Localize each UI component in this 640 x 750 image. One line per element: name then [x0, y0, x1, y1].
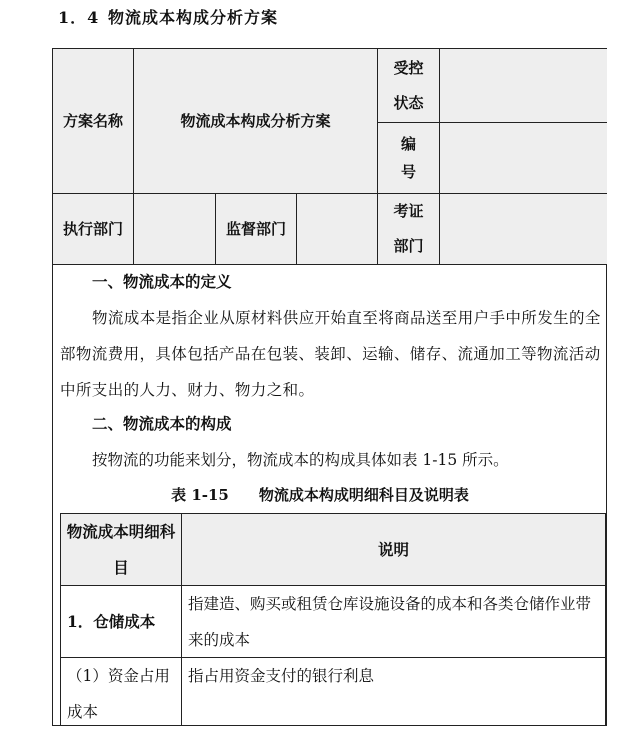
row-1-item-text: 1．仓储成本: [67, 611, 156, 631]
number-value-cell: [440, 123, 607, 193]
definition-heading: 一、物流成本的定义: [92, 272, 232, 291]
audit-dept-value-cell: [440, 194, 607, 264]
exec-dept-label: 执行部门: [62, 219, 123, 238]
table-row-1-desc: [182, 586, 605, 657]
table-row-2-desc: [182, 658, 605, 726]
supervise-dept-label: 监督部门: [225, 219, 286, 238]
header-item-label: 物流成本明细科目: [66, 522, 176, 577]
audit-dept-label: 考证部门: [393, 202, 424, 255]
controlled-status-label-cell: [378, 49, 439, 122]
controlled-status-label: 受控状态: [393, 58, 424, 112]
grid-line: [377, 49, 378, 264]
section-number: 1．4: [58, 8, 100, 27]
section-heading: 物流成本构成分析方案: [108, 8, 279, 27]
plan-name-value-cell: [134, 49, 377, 193]
exec-dept-label-cell: [53, 194, 133, 264]
row-2-item-text: （1）资金占用成本: [67, 667, 170, 721]
table-caption-title: 物流成本构成明细科目及说明表: [258, 486, 469, 504]
grid-line: [181, 514, 182, 725]
composition-heading: 二、物流成本的构成: [92, 414, 232, 433]
table-caption: [0, 481, 640, 509]
table-caption-number: 表 1-15: [171, 486, 229, 504]
row-2-desc-text: 指占用资金支付的银行利息: [188, 667, 375, 685]
header-cell-item: [61, 514, 181, 585]
plan-name-label: 方案名称: [62, 111, 123, 130]
grid-line: [439, 49, 440, 264]
plan-name-value: 物流成本构成分析方案: [180, 111, 331, 130]
grid-line: [215, 194, 216, 264]
grid-line: [53, 193, 607, 194]
definition-text: 物流成本是指企业从原材料供应开始直至将商品送至用户手中所发生的全部物流费用，具体包括产品在包装、装卸、运输、储存、流通加工等物流活动中所支出的人力、财力、物力之和。: [60, 309, 601, 399]
grid-line: [133, 49, 134, 264]
exec-dept-value-cell: [134, 194, 215, 264]
number-label: 编号: [400, 135, 416, 181]
controlled-status-value-cell: [440, 49, 607, 122]
section-title: [58, 4, 278, 32]
supervise-dept-label-cell: [216, 194, 296, 264]
header-desc-label: 说明: [377, 539, 409, 559]
audit-dept-label-cell: [378, 194, 439, 264]
supervise-dept-value-cell: [297, 194, 377, 264]
detail-table: [60, 513, 606, 726]
plan-name-label-cell: [53, 49, 133, 193]
definition-paragraph: [60, 300, 605, 408]
grid-line: [61, 657, 605, 658]
header-cell-desc: [182, 514, 605, 585]
grid-line: [61, 585, 605, 586]
grid-line: [377, 122, 607, 123]
composition-paragraph: 按物流的功能来划分，物流成本的构成具体如表 1-15 所示。: [92, 451, 509, 469]
grid-line: [296, 194, 297, 264]
table-row-1-item: [61, 586, 181, 657]
table-row-2-item: [61, 658, 181, 726]
number-label-cell: [378, 123, 439, 193]
row-1-desc-text: 指建造、购买或租赁仓库设施设备的成本和各类仓储作业带来的成本: [188, 595, 592, 649]
